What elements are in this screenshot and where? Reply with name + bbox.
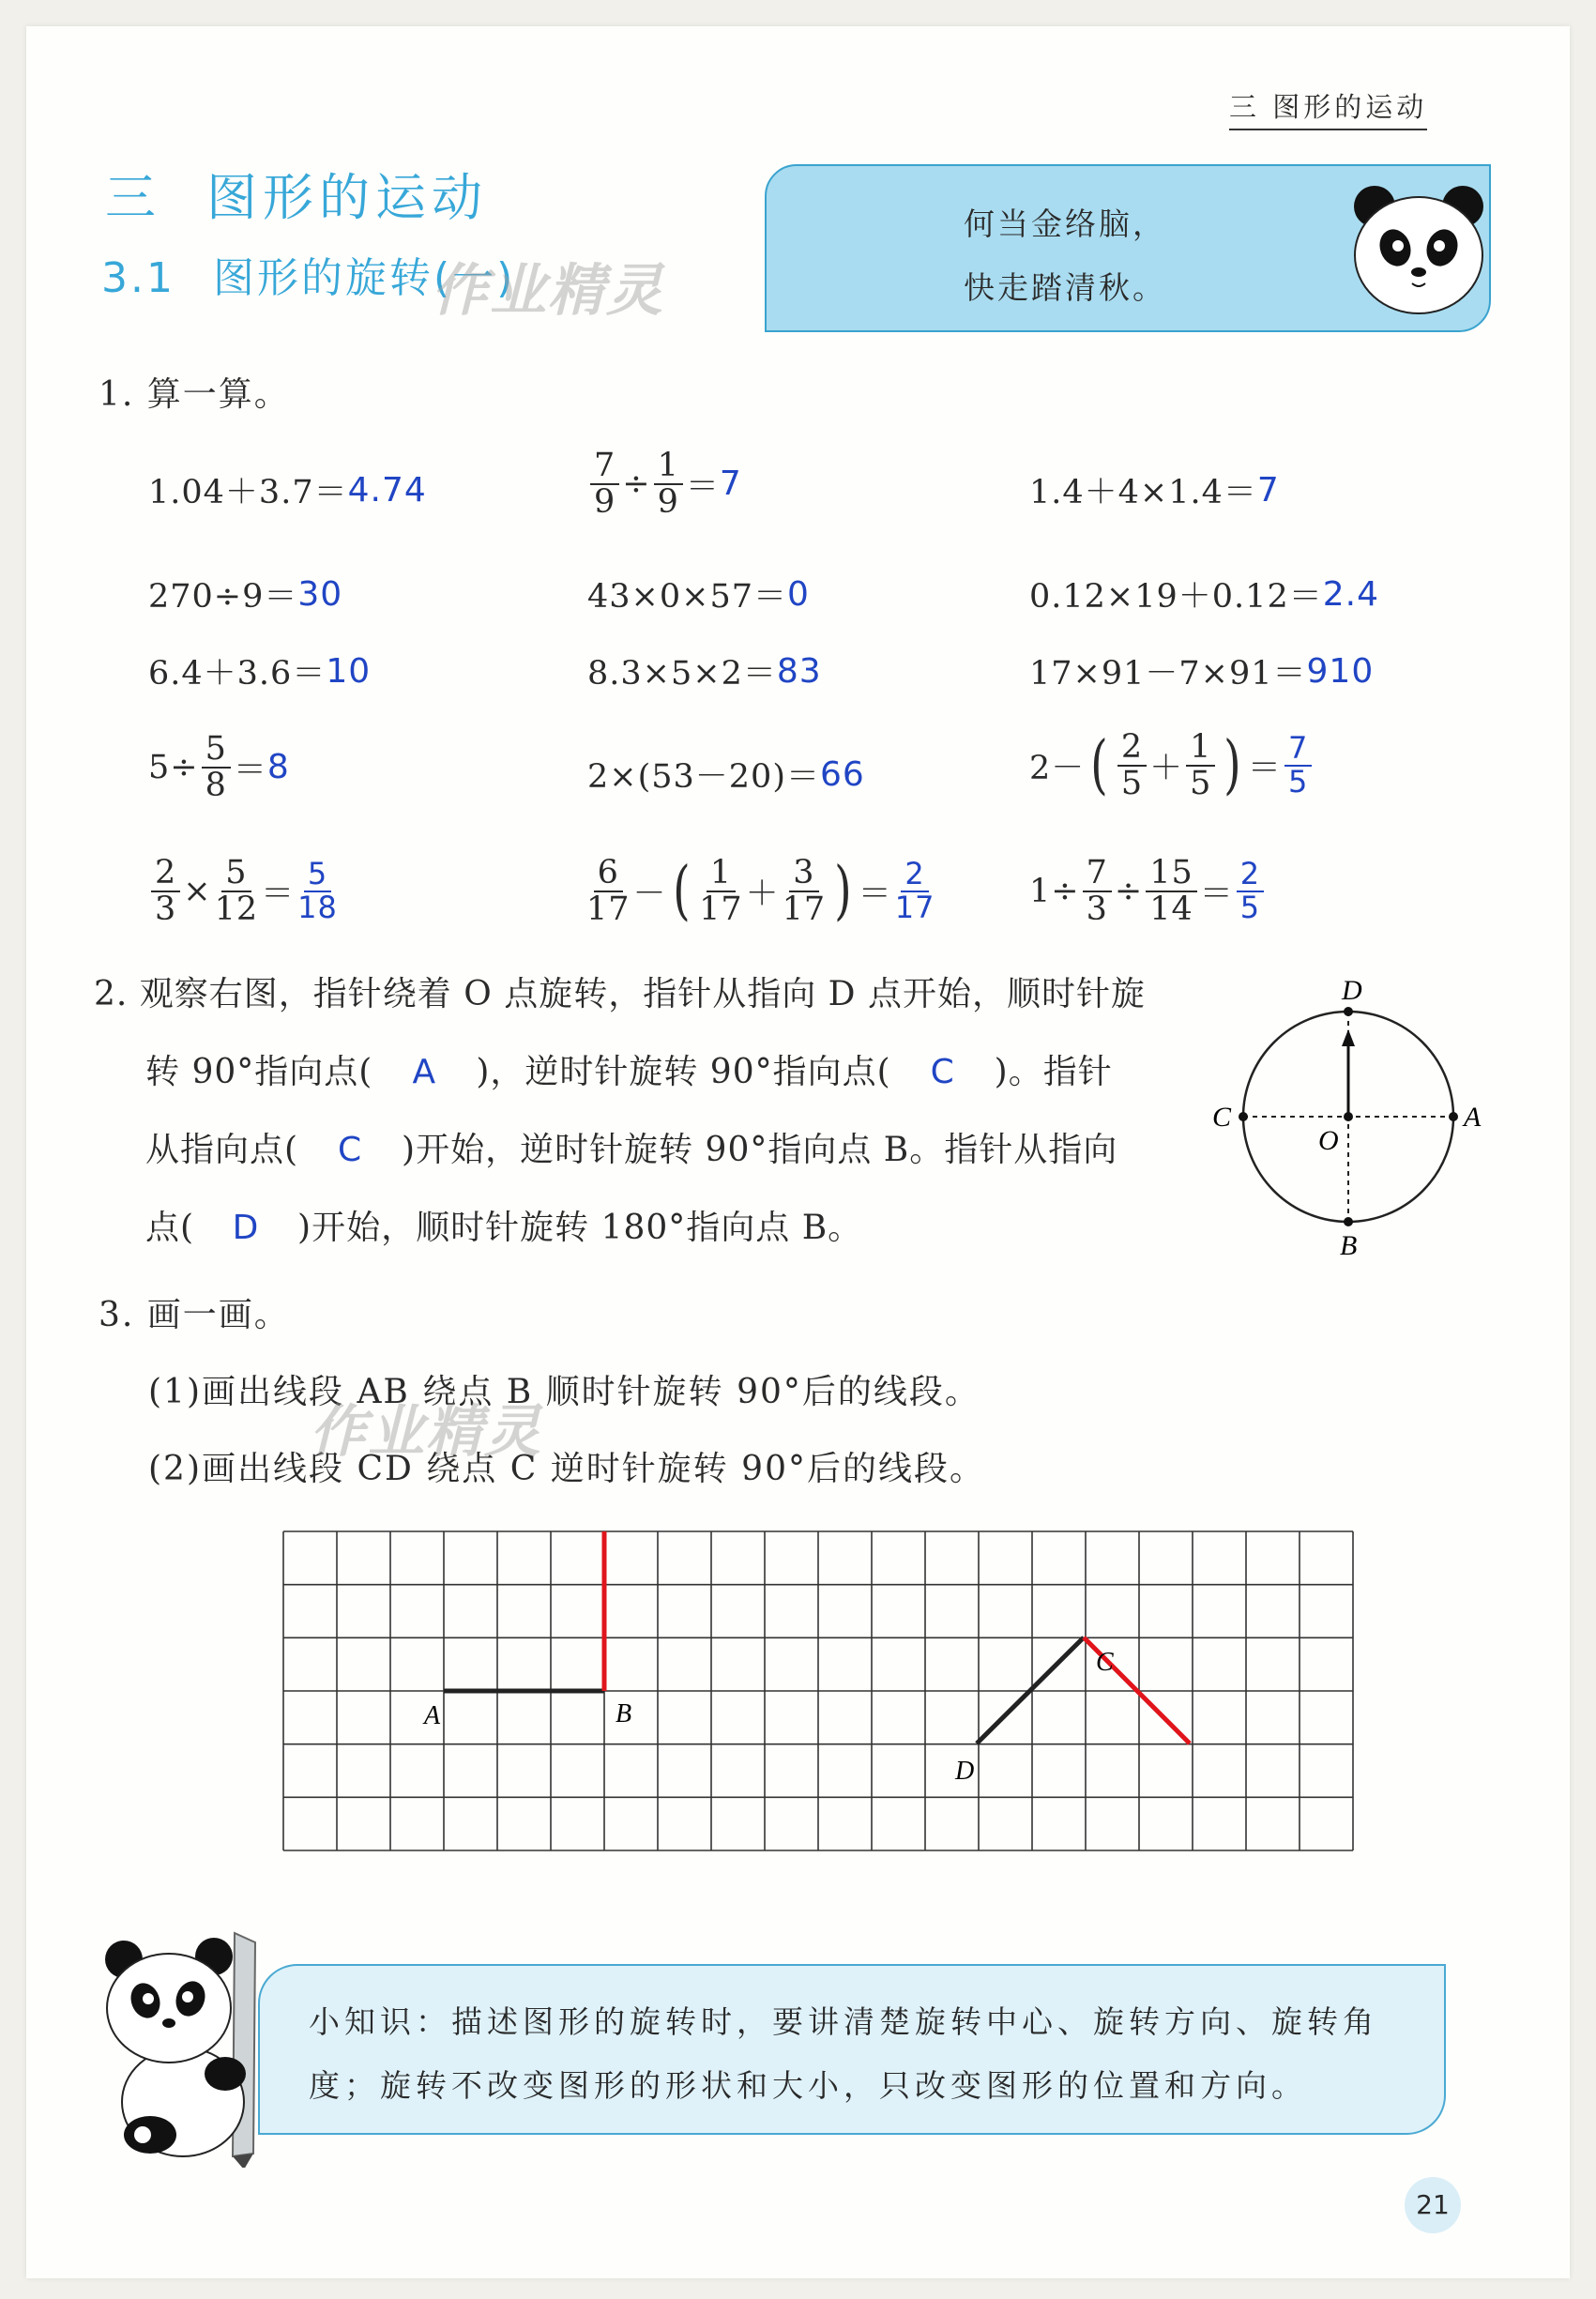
fraction — [586, 856, 631, 927]
tip-line-1: 小知识：描述图形的旋转时，要讲清楚旋转中心、旋转方向、旋转角 — [309, 2003, 1378, 2040]
label-o: O — [1318, 1125, 1339, 1156]
denominator: 18 — [297, 889, 338, 925]
answer: 8 — [266, 748, 290, 787]
expr-text: 6.4＋3.6＝ — [148, 655, 327, 693]
rotation-circle-diagram — [1201, 971, 1501, 1271]
point-b — [1344, 1217, 1353, 1226]
fraction — [1117, 730, 1147, 801]
q2-text-segment: 从指向点( — [145, 1131, 299, 1169]
expr-text: 1.04＋3.7＝ — [148, 474, 348, 511]
q2-line-2 — [94, 1033, 1192, 1111]
expr-text: 2×(53－20)＝ — [587, 758, 820, 796]
operator: ÷ — [622, 464, 651, 503]
running-header: 三 图形的运动 — [1229, 86, 1427, 130]
q2-blank-1: A — [412, 1053, 437, 1091]
q3-item-2: (2)画出线段 CD 绕点 C 逆时针旋转 90°后的线段。 — [148, 1450, 985, 1488]
q1-r3-a — [148, 647, 371, 694]
point-c — [1239, 1112, 1248, 1121]
answer: 0 — [787, 574, 810, 614]
fraction — [151, 856, 180, 927]
denominator: 8 — [205, 766, 227, 804]
answer-fraction — [1284, 730, 1312, 799]
tip-box — [258, 1964, 1446, 2135]
answer: 10 — [326, 651, 372, 691]
watermark: 作业精灵 — [310, 1399, 542, 1465]
left-paren: ( — [672, 853, 691, 928]
q1-r2-c — [1029, 571, 1379, 617]
answer: 910 — [1306, 651, 1375, 691]
page-number: 21 — [1405, 2177, 1461, 2233]
chapter-name: 图形的运动 — [206, 168, 488, 227]
q2-text-segment: )开始，顺时针旋转 180°指向点 B。 — [297, 1209, 863, 1247]
numerator: 2 — [1237, 859, 1264, 892]
answer: 83 — [776, 651, 822, 691]
fraction — [1083, 856, 1112, 927]
expr-text: 1.4＋4×1.4＝ — [1029, 474, 1257, 511]
q1-r1-b — [587, 449, 742, 520]
equals: ＝ — [685, 467, 720, 506]
tip-line-2: 度；旋转不改变图形的形状和大小，只改变图形的位置和方向。 — [309, 2067, 1307, 2104]
numerator: 7 — [1284, 733, 1312, 767]
numerator: 7 — [590, 449, 619, 485]
fraction — [1186, 730, 1215, 801]
q1-r5-b — [584, 853, 937, 928]
q1-r4-a — [148, 732, 290, 803]
q1-r5-a — [148, 856, 341, 927]
numerator: 2 — [901, 859, 928, 892]
answer: 7 — [1256, 470, 1280, 510]
left-paren: ( — [1090, 727, 1109, 802]
numerator: 1 — [654, 449, 683, 485]
numerator: 5 — [202, 732, 231, 769]
q1-title: 1. 算一算。 — [99, 375, 290, 414]
poem-line-1: 何当金络脑， — [964, 206, 1166, 242]
equals: ＝ — [1247, 749, 1282, 787]
label-a: A — [1464, 1102, 1482, 1133]
equals: ＝ — [233, 751, 267, 789]
numerator: 15 — [1146, 856, 1197, 892]
q1-r4-c — [1029, 727, 1315, 802]
numerator: 6 — [594, 856, 623, 892]
q2-line-3 — [94, 1111, 1192, 1189]
numerator: 5 — [304, 859, 331, 892]
fraction — [783, 856, 827, 927]
denominator: 5 — [1287, 763, 1309, 799]
panda-with-pencil-icon — [94, 1924, 300, 2168]
grid-label-d: D — [955, 1757, 975, 1786]
expr-text: 8.3×5×2＝ — [587, 655, 777, 693]
q2-text-segment: 点( — [145, 1209, 195, 1247]
answer: 30 — [297, 574, 343, 614]
q1-r4-b — [587, 751, 865, 798]
watermark: 作业精灵 — [432, 258, 664, 324]
operator: ＋ — [1149, 749, 1184, 787]
numerator: 5 — [221, 856, 251, 892]
section-number: 3.1 — [101, 254, 175, 302]
expr-text: 5÷ — [148, 748, 199, 786]
fraction — [1146, 856, 1197, 927]
q1-r1-a — [148, 466, 427, 513]
q2-text — [94, 955, 1192, 1267]
drawing-grid — [281, 1530, 1360, 1858]
numerator: 3 — [789, 856, 818, 892]
q2-text-segment: 转 90°指向点( — [145, 1053, 373, 1091]
chapter-title — [105, 158, 488, 230]
denominator: 17 — [782, 890, 827, 928]
denominator: 12 — [214, 890, 259, 928]
q2-line-4 — [94, 1189, 1192, 1267]
expr-text: 0.12×19＋0.12＝ — [1029, 578, 1323, 616]
answer-fraction — [894, 856, 935, 925]
answer: 4.74 — [347, 470, 427, 510]
q1-r5-c — [1029, 856, 1267, 927]
answer: 2.4 — [1322, 574, 1379, 614]
q2-blank-3: C — [337, 1131, 363, 1169]
denominator: 5 — [1239, 889, 1261, 925]
equals: ＝ — [1199, 875, 1234, 913]
section-name: 图形的旋转(一) — [212, 254, 516, 302]
grid-label-b: B — [616, 1699, 632, 1728]
q3-item-1: (1)画出线段 AB 绕点 B 顺时针旋转 90°后的线段。 — [148, 1373, 980, 1411]
point-o — [1344, 1112, 1353, 1121]
expr-text: 270÷9＝ — [148, 578, 298, 616]
numerator: 1 — [707, 856, 736, 892]
fraction — [699, 856, 743, 927]
q2-blank-2: C — [930, 1053, 955, 1091]
denominator: 17 — [894, 889, 935, 925]
denominator: 9 — [657, 482, 679, 521]
expr-text: 2－ — [1029, 749, 1086, 787]
q2-text-segment: )。指针 — [994, 1053, 1113, 1091]
fraction — [654, 449, 683, 520]
denominator: 14 — [1149, 890, 1193, 928]
expr-text: 43×0×57＝ — [587, 578, 787, 616]
q1-r3-b — [587, 647, 822, 694]
point-a — [1449, 1112, 1458, 1121]
operator: ＋ — [745, 875, 780, 913]
label-b: B — [1340, 1230, 1358, 1261]
chapter-number: 三 — [105, 168, 161, 227]
denominator: 3 — [155, 890, 177, 928]
numerator: 2 — [151, 856, 180, 892]
pointer-arrowhead-icon — [1342, 1029, 1355, 1046]
label-d: D — [1342, 975, 1362, 1006]
answer: 66 — [819, 754, 865, 794]
numerator: 2 — [1117, 730, 1147, 767]
operator: ÷ — [1114, 872, 1144, 910]
equals: ＝ — [858, 875, 892, 913]
q2-text-segment: )开始，逆时针旋转 90°指向点 B。指针从指向 — [402, 1131, 1118, 1169]
q2-text-segment: )，逆时针旋转 90°指向点( — [476, 1053, 891, 1091]
answer-fraction — [1237, 856, 1264, 925]
q1-r2-a — [148, 571, 342, 617]
answer-fraction — [297, 856, 338, 925]
point-d — [1344, 1007, 1353, 1016]
denominator: 17 — [586, 890, 631, 928]
denominator: 9 — [594, 482, 616, 521]
denominator: 5 — [1120, 764, 1144, 802]
fraction — [590, 449, 619, 520]
poem-box — [765, 164, 1491, 332]
q2-line-1: 2. 观察右图，指针绕着 O 点旋转，指针从指向 D 点开始，顺时针旋 — [94, 975, 1146, 1013]
denominator: 5 — [1190, 764, 1212, 802]
denominator: 17 — [699, 890, 743, 928]
answer: 7 — [719, 464, 742, 504]
right-paren: ) — [1224, 727, 1242, 802]
q1-r2-b — [587, 571, 810, 617]
tip-text — [309, 1990, 1425, 2118]
expr-text: 1÷ — [1029, 872, 1080, 910]
poem-line-2: 快走踏清秋。 — [964, 269, 1166, 306]
q3-title: 3. 画一画。 — [99, 1296, 290, 1334]
numerator: 7 — [1083, 856, 1112, 892]
grid-label-c: C — [1096, 1648, 1114, 1677]
q1-r1-c — [1029, 466, 1280, 513]
right-paren: ) — [834, 853, 853, 928]
poem-text — [964, 192, 1166, 320]
q2-blank-4: D — [232, 1209, 260, 1247]
grid-label-a: A — [424, 1701, 441, 1730]
equals: ＝ — [261, 875, 296, 913]
denominator: 3 — [1086, 890, 1108, 928]
expr-text: 17×91－7×91＝ — [1029, 655, 1307, 693]
panda-face-icon — [1348, 180, 1489, 321]
operator: × — [183, 872, 212, 910]
numerator: 1 — [1186, 730, 1215, 767]
label-c: C — [1212, 1102, 1232, 1133]
fraction — [215, 856, 259, 927]
q1-r3-c — [1029, 647, 1374, 694]
fraction — [202, 732, 231, 803]
operator: － — [632, 875, 667, 913]
